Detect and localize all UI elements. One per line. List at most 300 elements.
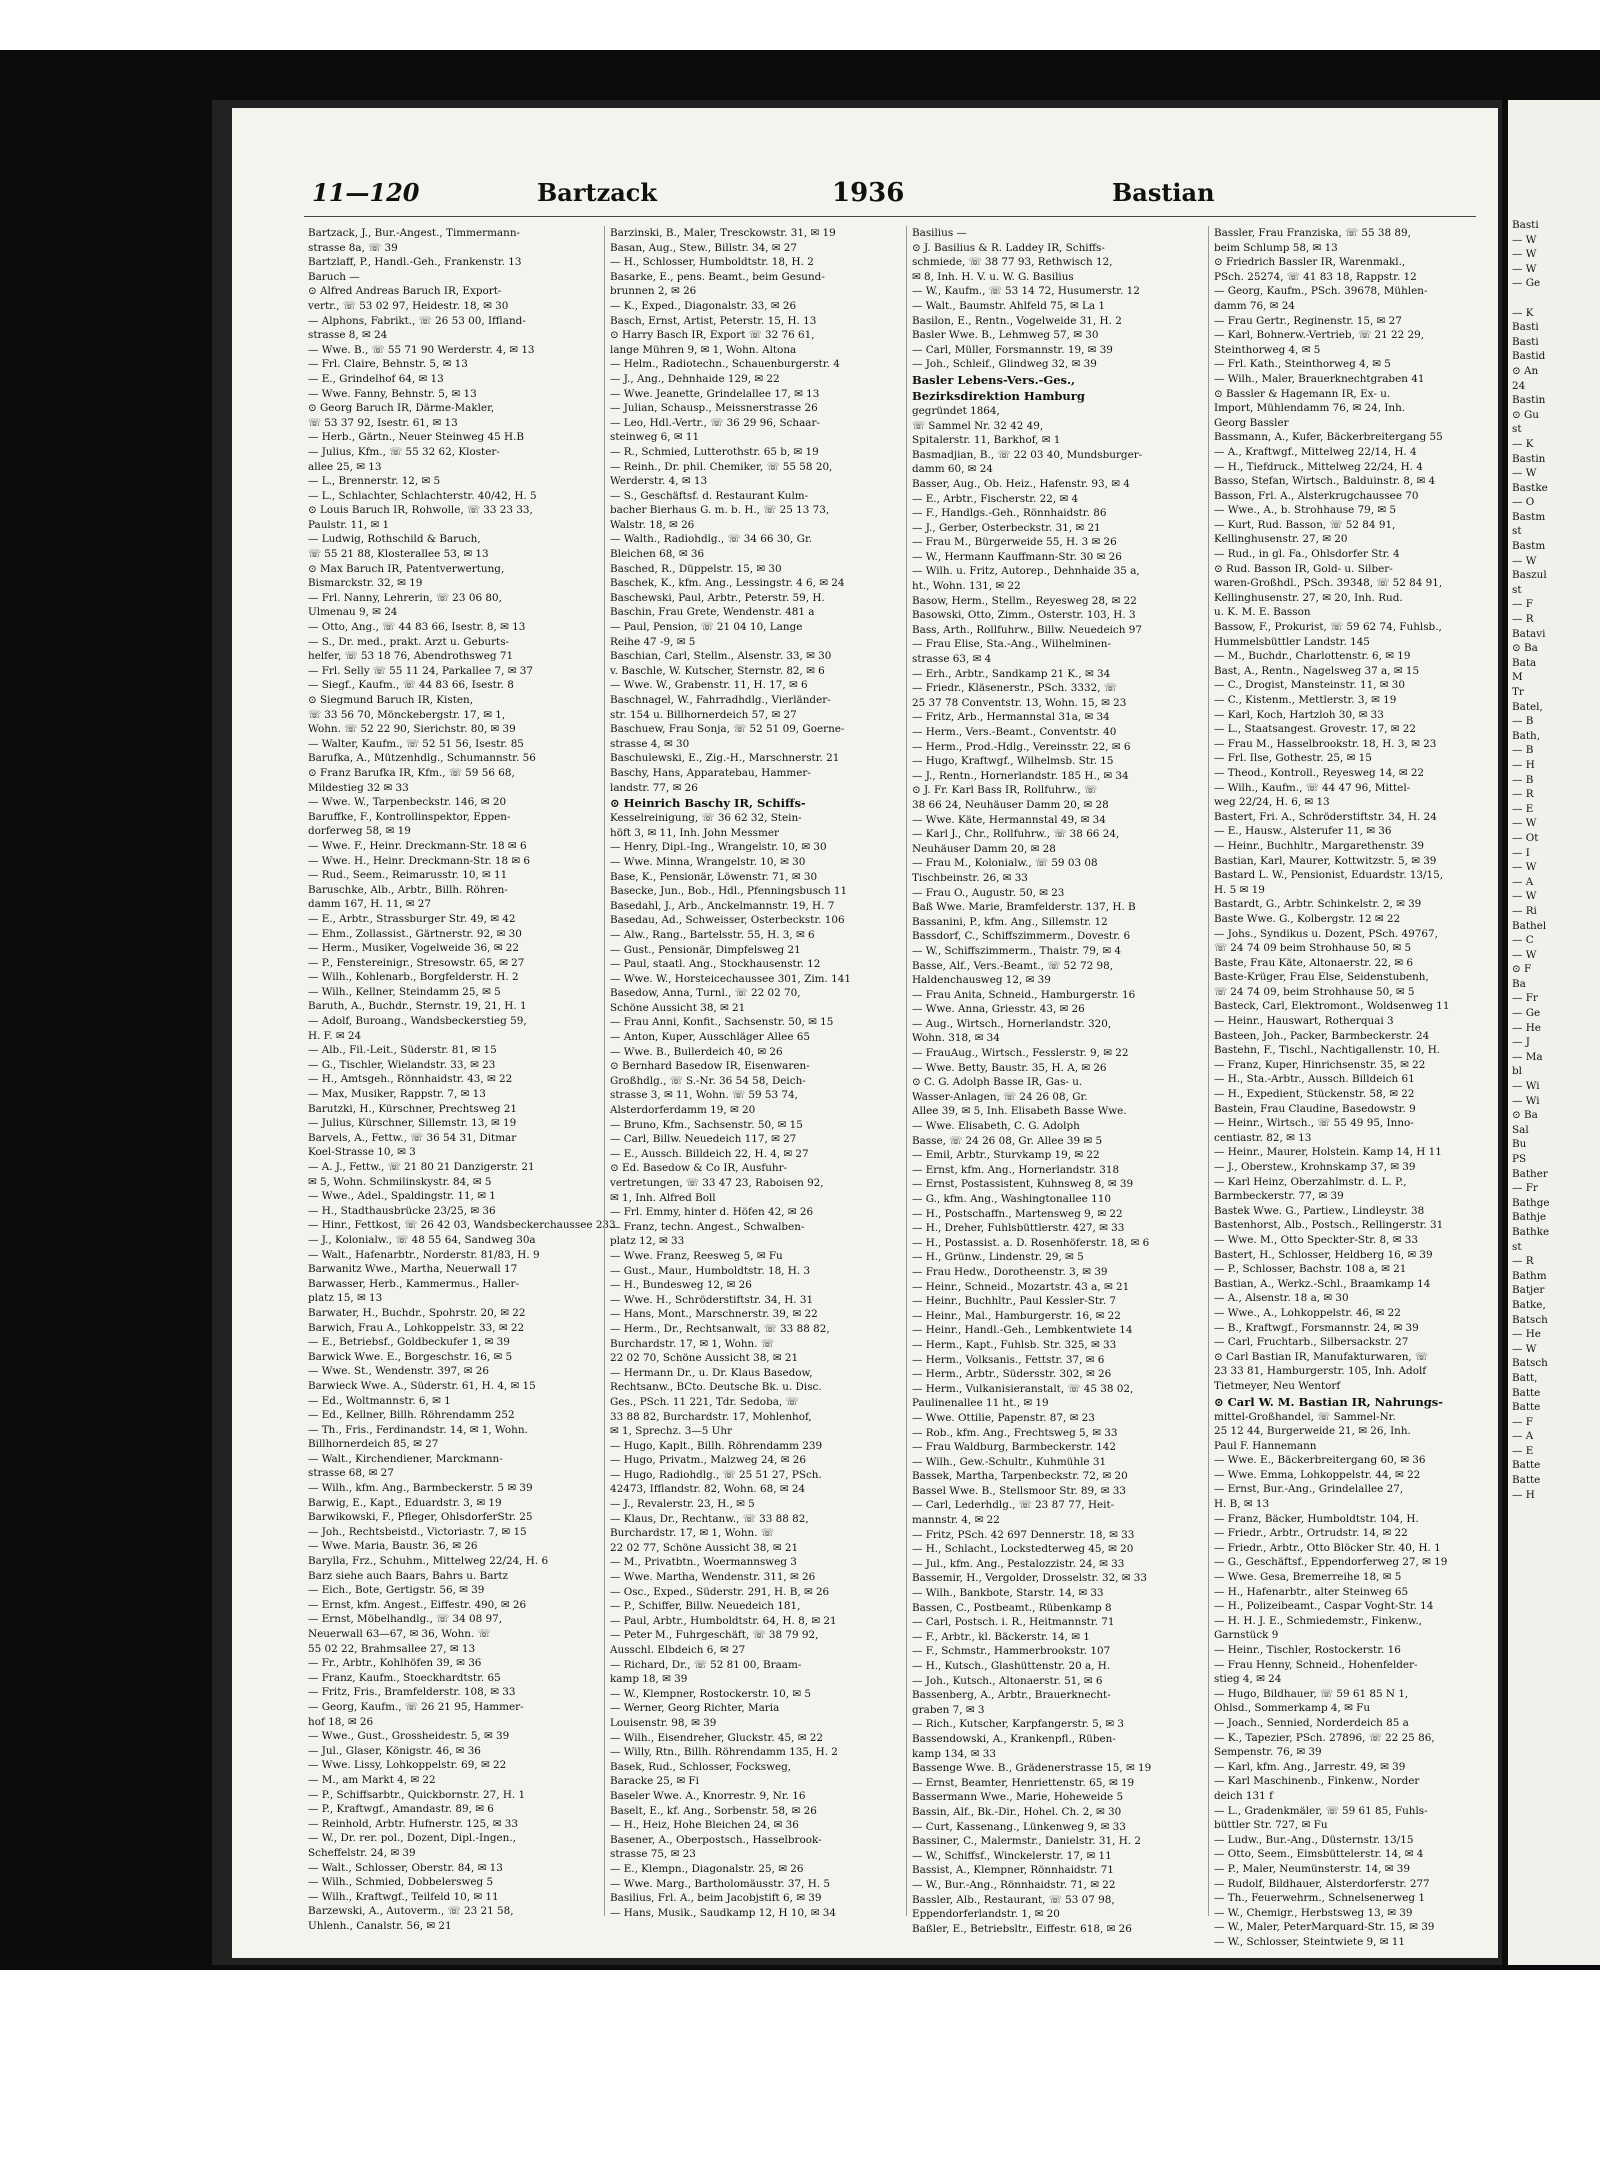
directory-entry: steinweg 6, ✉ 11 [610, 431, 700, 444]
directory-entry: — A., Alsenstr. 18 a, ✉ 30 [1214, 1292, 1349, 1305]
directory-entry: Basilius, Frl. A., beim Jacobjstift 6, ✉ 39 [610, 1892, 822, 1905]
adjacent-entry: Batte [1512, 1401, 1541, 1414]
directory-entry: Tietmeyer, Neu Wentorf [1214, 1379, 1341, 1392]
directory-entry: — Heinr., Hauswart, Rotherquai 3 [1214, 1015, 1394, 1028]
adjacent-entry: ⊙ An [1512, 364, 1539, 377]
directory-entry: — Adolf, Buroang., Wandsbeckerstieg 59, [308, 1015, 527, 1028]
directory-entry: — W., Schiffszimmerm., Thaistr. 79, ✉ 4 [912, 944, 1122, 957]
directory-entry: — K., Tapezier, PSch. 27896, ☏ 22 25 86, [1214, 1731, 1435, 1744]
directory-entry: Bassek, Martha, Tarpenbeckstr. 72, ✉ 20 [912, 1470, 1128, 1483]
directory-entry: — Leo, Hdl.-Vertr., ☏ 36 29 96, Schaar- [610, 416, 820, 429]
directory-entry: Basan, Aug., Stew., Billstr. 34, ✉ 27 [610, 241, 798, 254]
directory-entry: — Gust., Maur., Humboldtstr. 18, H. 3 [610, 1264, 811, 1277]
directory-entry: strasse 75, ✉ 23 [610, 1848, 696, 1861]
directory-entry: Basse, Alf., Vers.-Beamt., ☏ 52 72 98, [912, 959, 1114, 972]
directory-entry: ⊙ Friedrich Bassler IR, Warenmakl., [1214, 256, 1406, 269]
adjacent-entry: Bath, [1512, 729, 1541, 742]
directory-entry: — S., Dr. med., prakt. Arzt u. Geburts- [308, 635, 510, 648]
directory-entry: waren-Großhdl., PSch. 39348, ☏ 52 84 91, [1214, 577, 1443, 590]
adjacent-entry: Bastm [1512, 540, 1546, 553]
directory-entry: Mildestieg 32 ✉ 33 [308, 781, 409, 794]
directory-entry: — Julius, Kürschner, Sillemstr. 13, ✉ 19 [308, 1117, 517, 1130]
adjacent-entry: — F [1512, 1415, 1533, 1428]
directory-entry: — Heinr., Tischler, Rostockerstr. 16 [1214, 1644, 1401, 1656]
directory-entry: hof 18, ✉ 26 [308, 1715, 374, 1728]
directory-entry: Basson, Frl. A., Alsterkrugchaussee 70 [1214, 489, 1419, 502]
directory-entry: — Wwe. W., Horsteicechaussee 301, Zim. 141 [610, 972, 851, 985]
directory-entry: Baschin, Frau Grete, Wendenstr. 481 a [610, 606, 815, 619]
directory-entry: ⊙ Max Baruch IR, Patentverwertung, [308, 562, 505, 575]
adjacent-entry: Bather [1512, 1167, 1548, 1180]
directory-entry: — Aug., Wirtsch., Hornerlandstr. 320, [912, 1017, 1112, 1030]
directory-entry: strasse 3, ✉ 11, Wohn. ☏ 59 53 74, [610, 1089, 798, 1102]
directory-entry: — Frau Gertr., Reginenstr. 15, ✉ 27 [1214, 314, 1402, 327]
adjacent-page-strip [1508, 100, 1600, 1965]
directory-entry: — Ernst, Möbelhandlg., ☏ 34 08 97, [308, 1613, 503, 1626]
directory-entry: deich 131 f [1214, 1789, 1273, 1802]
directory-entry: Spitalerstr. 11, Barkhof, ✉ 1 [912, 434, 1061, 447]
directory-entry: 42473, Ifflandstr. 82, Wohn. 68, ✉ 24 [610, 1483, 806, 1496]
adjacent-entry: Batel, [1512, 700, 1543, 713]
directory-entry: — Frl. Ilse, Gothestr. 25, ✉ 15 [1214, 752, 1372, 765]
page-number: 11—120 [312, 178, 420, 207]
directory-entry: — Wwe. Fanny, Behnstr. 5, ✉ 13 [308, 387, 477, 400]
directory-entry: Billhornerdeich 85, ✉ 27 [308, 1438, 439, 1451]
directory-entry: Basek, Rud., Schlosser, Focksweg, [610, 1760, 792, 1773]
directory-entry: — H. H. J. E., Schmiedemstr., Finkenw., [1214, 1614, 1422, 1627]
adjacent-entry: — E [1512, 1444, 1534, 1457]
directory-entry: Basteen, Joh., Packer, Barmbeckerstr. 24 [1214, 1029, 1430, 1042]
adjacent-entry: — W [1512, 861, 1537, 874]
directory-entry: Barwick Wwe. E., Borgeschstr. 16, ✉ 5 [308, 1350, 513, 1363]
directory-entry: — Carl, Müller, Forsmannstr. 19, ✉ 39 [912, 343, 1113, 356]
directory-entry: Bassermann Wwe., Marie, Hoheweide 5 [912, 1791, 1124, 1804]
directory-entry: Neuerwall 63—67, ✉ 36, Wohn. ☏ [308, 1628, 491, 1640]
directory-entry: — Hugo, Privatm., Malzweg 24, ✉ 26 [610, 1454, 806, 1467]
directory-entry: — Wwe. Marg., Bartholomäusstr. 37, H. 5 [610, 1877, 830, 1890]
directory-entry: — Franz, Kaufm., Stoeckhardtstr. 65 [308, 1671, 501, 1684]
directory-entry: — Ludwig, Rothschild & Baruch, [308, 533, 481, 546]
directory-entry: — Walt., Kirchendiener, Marckmann- [308, 1452, 503, 1465]
directory-entry: — H., Stadthausbrücke 23/25, ✉ 36 [308, 1204, 496, 1217]
directory-entry: ⊙ Siegmund Baruch IR, Kisten, [308, 694, 474, 706]
directory-entry: ✉ 1, Sprechz. 3—5 Uhr [610, 1425, 733, 1438]
directory-entry: — Joh., Schleif., Glindweg 32, ✉ 39 [912, 358, 1097, 371]
directory-entry: Bezirksdirektion Hamburg [912, 388, 1085, 403]
directory-entry: — J., Ang., Dehnhaide 129, ✉ 22 [610, 372, 780, 385]
directory-entry: Louisenstr. 98, ✉ 39 [610, 1716, 717, 1729]
directory-entry: — Karl, kfm. Ang., Jarrestr. 49, ✉ 39 [1214, 1760, 1406, 1773]
directory-entry: ⊙ Harry Basch IR, Export ☏ 32 76 61, [610, 329, 815, 342]
directory-entry: Barzinski, B., Maler, Tresckowstr. 31, ✉ 19 [610, 227, 836, 239]
directory-entry: ht., Wohn. 131, ✉ 22 [912, 580, 1021, 593]
directory-entry: centiastr. 82, ✉ 13 [1214, 1131, 1312, 1144]
directory-entry: Bastert, H., Schlosser, Heldberg 16, ✉ 39 [1214, 1248, 1433, 1261]
bottom-margin [0, 1970, 1600, 2177]
adjacent-entry: Bu [1512, 1138, 1527, 1151]
adjacent-entry: st [1512, 1240, 1522, 1253]
directory-entry: — Wwe. B., ☏ 55 71 90 Werderstr. 4, ✉ 13 [308, 343, 535, 356]
directory-entry: Bassiner, C., Malermstr., Danielstr. 31, H. 2 [912, 1835, 1142, 1848]
directory-entry: — Siegf., Kaufm., ☏ 44 83 66, Isestr. 8 [308, 679, 514, 692]
directory-entry: Basteck, Carl, Elektromont., Woldsenweg 11 [1214, 1000, 1450, 1013]
directory-entry: — Wwe. Elisabeth, C. G. Adolph [912, 1120, 1080, 1133]
directory-entry: Kellinghusenstr. 27, ✉ 20 [1214, 533, 1348, 546]
directory-entry: Barvels, A., Fettw., ☏ 36 54 31, Ditmar [308, 1131, 517, 1144]
directory-entry: — Ehm., Zollassist., Gärtnerstr. 92, ✉ 30 [308, 927, 522, 940]
directory-entry: — L., Schlachter, Schlachterstr. 40/42, H. 5 [308, 489, 537, 502]
directory-entry: — Wwe. W., Grabenstr. 11, H. 17, ✉ 6 [610, 679, 808, 692]
adjacent-entry: — W [1512, 890, 1537, 903]
directory-entry: — Hugo, Kraftwgf., Wilhelmsb. Str. 15 [912, 755, 1114, 768]
directory-entry: — Wwe. Anna, Griesstr. 43, ✉ 26 [912, 1003, 1085, 1016]
directory-entry: damm 76, ✉ 24 [1214, 299, 1295, 312]
adjacent-entry: — R [1512, 1255, 1534, 1268]
directory-entry: — C., Kistenm., Mettlerstr. 3, ✉ 19 [1214, 694, 1397, 706]
directory-entry: Basilon, E., Rentn., Vogelweide 31, H. 2 [912, 314, 1122, 327]
directory-entry: — Wwe. W., Tarpenbeckstr. 146, ✉ 20 [308, 796, 507, 809]
directory-entry: bacher Bierhaus G. m. b. H., ☏ 25 13 73, [610, 504, 830, 517]
directory-entry: — H., Expedient, Stückenstr. 58, ✉ 22 [1214, 1088, 1415, 1101]
directory-entry: — Franz, Kuper, Hinrichsenstr. 35, ✉ 22 [1214, 1058, 1426, 1071]
directory-entry: Barz siehe auch Baars, Bahrs u. Bartz [308, 1569, 509, 1582]
directory-entry: Baste Wwe. G., Kolbergstr. 12 ✉ 22 [1214, 912, 1401, 925]
directory-entry: platz 12, ✉ 33 [610, 1235, 685, 1248]
directory-entry: — Paul, Pension, ☏ 21 04 10, Lange [610, 621, 803, 634]
directory-entry: Burchardstr. 17, ✉ 1, Wohn. ☏ [610, 1527, 774, 1540]
directory-entry: Barwig, E., Kapt., Eduardstr. 3, ✉ 19 [308, 1496, 502, 1509]
directory-entry: damm 60, ✉ 24 [912, 463, 993, 476]
directory-entry: — Rudolf, Bildhauer, Alsterdorferstr. 277 [1214, 1877, 1430, 1890]
directory-entry: Bastein, Frau Claudine, Basedowstr. 9 [1214, 1102, 1416, 1115]
running-head-year: 1936 [832, 178, 905, 208]
directory-entry: — Joach., Sennied, Norderdeich 85 a [1214, 1716, 1409, 1729]
directory-entry: — Klaus, Dr., Rechtanw., ☏ 33 88 82, [610, 1512, 809, 1525]
directory-entry: — Walt., Hafenarbtr., Norderstr. 81/83, H. 9 [308, 1248, 540, 1261]
directory-entry: Bast, A., Rentn., Nagelsweg 37 a, ✉ 15 [1214, 664, 1420, 677]
directory-entry: — Friedr., Kläsenerstr., PSch. 3332, ☏ [912, 682, 1117, 695]
adjacent-entry [1512, 291, 1598, 306]
directory-entry: — Hans, Musik., Saudkamp 12, H 10, ✉ 34 [610, 1906, 836, 1919]
adjacent-entry: Bathel [1512, 919, 1547, 932]
directory-entry: — A., Kraftwgf., Mittelweg 22/14, H. 4 [1214, 445, 1417, 458]
directory-entry: kamp 18, ✉ 39 [610, 1673, 688, 1686]
directory-entry: — B., Kraftwgf., Forsmannstr. 24, ✉ 39 [1214, 1321, 1419, 1334]
adjacent-entry: Batt, [1512, 1371, 1538, 1384]
directory-entry: — Carl, Billw. Neuedeich 117, ✉ 27 [610, 1133, 797, 1146]
directory-entry: Basow, Herm., Stellm., Reyesweg 28, ✉ 22 [912, 594, 1137, 607]
directory-entry: Ulmenau 9, ✉ 24 [308, 606, 398, 619]
directory-entry: — Rich., Kutscher, Karpfangerstr. 5, ✉ 3 [912, 1718, 1124, 1731]
directory-entry: — Hugo, Bildhauer, ☏ 59 61 85 N 1, [1214, 1687, 1409, 1700]
directory-entry: — W., Kaufm., ☏ 53 14 72, Husumerstr. 12 [912, 285, 1140, 298]
directory-entry: Bassen, C., Postbeamt., Rübenkamp 8 [912, 1601, 1112, 1614]
directory-entry: — Hans, Mont., Marschnerstr. 39, ✉ 22 [610, 1308, 818, 1321]
directory-entry: Rechtsanw., BCto. Deutsche Bk. u. Disc. [610, 1381, 822, 1394]
directory-entry: — Wwe. St., Wendenstr. 397, ✉ 26 [308, 1365, 489, 1378]
directory-entry: ✉ 8, Inh. H. V. u. W. G. Basilius [912, 270, 1074, 283]
adjacent-entry: Ba [1512, 977, 1526, 990]
directory-entry: ✉ 1, Inh. Alfred Boll [610, 1191, 716, 1204]
directory-entry: — Otto, Seem., Eimsbüttelerstr. 14, ✉ 4 [1214, 1848, 1424, 1861]
directory-entry: — Jul., Glaser, Königstr. 46, ✉ 36 [308, 1744, 481, 1757]
adjacent-entry: — A [1512, 875, 1534, 888]
directory-entry: 38 66 24, Neuhäuser Damm 20, ✉ 28 [912, 798, 1109, 811]
adjacent-entry: — Ma [1512, 1050, 1543, 1063]
directory-entry: — Paul, Arbtr., Humboldtstr. 64, H. 8, ✉ 21 [610, 1614, 837, 1627]
directory-entry: Basarke, E., pens. Beamt., beim Gesund- [610, 270, 825, 283]
adjacent-entry: — Ge [1512, 277, 1541, 290]
adjacent-entry: — H [1512, 758, 1535, 771]
adjacent-entry: Bata [1512, 656, 1537, 669]
adjacent-page-column [1512, 218, 1598, 1502]
directory-entry: Bassenberg, A., Arbtr., Brauerknecht- [912, 1689, 1111, 1702]
adjacent-entry: — W [1512, 554, 1537, 567]
directory-entry: — Walth., Radiohdlg., ☏ 34 66 30, Gr. [610, 533, 813, 546]
directory-entry: Eppendorferlandstr. 1, ✉ 20 [912, 1908, 1060, 1921]
directory-entry: — Fritz, Fris., Bramfelderstr. 108, ✉ 33 [308, 1686, 516, 1699]
directory-entry: — W., Schiffsf., Winckelerstr. 17, ✉ 11 [912, 1849, 1112, 1862]
adjacent-entry: — F [1512, 598, 1533, 611]
directory-entry: Georg Bassler [1214, 416, 1289, 429]
directory-entry: — E., Betriebsf., Goldbeckufer 1, ✉ 39 [308, 1336, 510, 1349]
directory-entry: — Hinr., Fettkost, ☏ 26 42 03, Wandsbeckerchaussee 233 [308, 1219, 616, 1232]
directory-entry: ⊙ Bernhard Basedow IR, Eisenwaren- [610, 1060, 810, 1073]
directory-entry: — Wilh., Eisendreher, Gluckstr. 45, ✉ 22 [610, 1731, 823, 1744]
directory-entry: — Wwe. Betty, Baustr. 35, H. A, ✉ 26 [912, 1061, 1107, 1074]
directory-entry: — Julian, Schausp., Meissnerstrasse 26 [610, 402, 818, 415]
directory-entry: Baß Wwe. Marie, Bramfelderstr. 137, H. B [912, 901, 1136, 914]
directory-entry: — Wwe. F., Heinr. Dreckmann-Str. 18 ✉ 6 [308, 839, 527, 852]
directory-entry: Bassist, A., Klempner, Rönnhaidstr. 71 [912, 1864, 1114, 1877]
adjacent-entry: — A [1512, 1430, 1534, 1443]
directory-entry: Allee 39, ✉ 5, Inh. Elisabeth Basse Wwe. [912, 1105, 1127, 1118]
directory-entry: ✉ 5, Wohn. Schmilinskystr. 84, ✉ 5 [308, 1175, 492, 1188]
adjacent-entry: M [1512, 671, 1523, 684]
adjacent-entry: st [1512, 423, 1522, 436]
directory-entry: — Frl. Claire, Behnstr. 5, ✉ 13 [308, 358, 468, 371]
directory-entry: stieg 4, ✉ 24 [1214, 1673, 1282, 1686]
adjacent-entry: — Wi [1512, 1080, 1540, 1093]
adjacent-entry: — B [1512, 715, 1534, 728]
directory-entry: Steinthorweg 4, ✉ 5 [1214, 343, 1321, 356]
directory-entry: — Max, Musiker, Rappstr. 7, ✉ 13 [308, 1088, 486, 1101]
directory-entry: — Joh., Kutsch., Altonaerstr. 51, ✉ 6 [912, 1674, 1103, 1687]
directory-entry: — Georg, Kaufm., ☏ 26 21 95, Hammer- [308, 1700, 524, 1713]
directory-entry: — Wwe. M., Otto Speckter-Str. 8, ✉ 33 [1214, 1233, 1419, 1246]
adjacent-entry: Batsch [1512, 1357, 1548, 1370]
directory-entry: — G., Tischler, Wielandstr. 33, ✉ 23 [308, 1058, 496, 1071]
directory-entry: — Heinr., Handl.-Geh., Lembkentwiete 14 [912, 1324, 1133, 1337]
directory-entry: Basowski, Otto, Zimm., Osterstr. 103, H. 3 [912, 609, 1136, 622]
directory-entry: — Heinr., Buchhltr., Paul Kessler-Str. 7 [912, 1295, 1117, 1308]
directory-entry: — Frl. Kath., Steinthorweg 4, ✉ 5 [1214, 358, 1391, 371]
adjacent-entry: Basti [1512, 335, 1539, 348]
directory-entry: lange Mühren 9, ✉ 1, Wohn. Altona [610, 343, 797, 356]
directory-entry: — C., Drogist, Mansteinstr. 11, ✉ 30 [1214, 679, 1406, 692]
adjacent-entry: — C [1512, 934, 1534, 947]
directory-entry: Basedow, Anna, Turnl., ☏ 22 02 70, [610, 987, 801, 1000]
adjacent-entry: bl [1512, 1065, 1522, 1078]
directory-entry: Burchardstr. 17, ✉ 1, Wohn. ☏ [610, 1337, 774, 1350]
directory-entry: — H., Amtsgeh., Rönnhaidstr. 43, ✉ 22 [308, 1073, 513, 1086]
adjacent-entry: Batte [1512, 1386, 1541, 1399]
directory-entry: — Alw., Rang., Bartelsstr. 55, H. 3, ✉ 6 [610, 928, 815, 941]
directory-entry: — Frau Hedw., Dorotheenstr. 3, ✉ 39 [912, 1265, 1108, 1278]
directory-entry: — F., Schmstr., Hammerbrookstr. 107 [912, 1645, 1111, 1658]
adjacent-entry: Bastm [1512, 510, 1546, 523]
directory-entry: — F., Arbtr., kl. Bäckerstr. 14, ✉ 1 [912, 1630, 1090, 1643]
adjacent-entry: — B [1512, 773, 1534, 786]
directory-entry: Basso, Stefan, Wirtsch., Balduinstr. 8, ✉ 4 [1214, 475, 1436, 488]
directory-entry: — Peter M., Fuhrgeschäft, ☏ 38 79 92, [610, 1629, 819, 1642]
directory-entry: — Ernst, kfm. Ang., Hornerlandstr. 318 [912, 1163, 1120, 1176]
directory-entry: Baruth, A., Buchdr., Sternstr. 19, 21, H. 1 [308, 1000, 527, 1013]
running-head-right: Bastian [1112, 178, 1215, 207]
directory-entry: — W., Maler, PeterMarquard-Str. 15, ✉ 39 [1214, 1921, 1435, 1934]
directory-entry: Basmadjian, B., ☏ 22 03 40, Mundsburger- [912, 448, 1143, 461]
directory-entry: — Jul., kfm. Ang., Pestalozzistr. 24, ✉ 33 [912, 1557, 1125, 1570]
directory-entry: — Fr., Arbtr., Kohlhöfen 39, ✉ 36 [308, 1657, 482, 1670]
directory-entry: Bartzack, J., Bur.-Angest., Timmermann- [308, 227, 521, 239]
directory-entry: — Wilh., Gew.-Schultr., Kuhmühle 31 [912, 1455, 1107, 1468]
directory-entry: — Rob., kfm. Ang., Frechtsweg 5, ✉ 33 [912, 1426, 1118, 1439]
directory-entry: — Heinr., Wirtsch., ☏ 55 49 95, Inno- [1214, 1117, 1414, 1130]
directory-entry: Baruch — [308, 270, 360, 283]
directory-entry: graben 7, ✉ 3 [912, 1703, 985, 1716]
running-head-left: Bartzack [537, 178, 657, 207]
directory-entry: — H., Bundesweg 12, ✉ 26 [610, 1279, 752, 1292]
directory-entry: — Ernst, Beamter, Henriettenstr. 65, ✉ 19 [912, 1776, 1135, 1789]
directory-entry: Barwikowski, F., Pfleger, OhlsdorferStr. 25 [308, 1511, 533, 1524]
adjacent-entry: — J [1512, 1036, 1530, 1049]
directory-entry: — Friedr., Arbtr., Otto Blöcker Str. 40, H. 1 [1214, 1541, 1441, 1554]
directory-entry: — Hugo, Radiohdlg., ☏ 25 51 27, PSch. [610, 1468, 822, 1481]
directory-entry: — E., Arbtr., Strassburger Str. 49, ✉ 42 [308, 912, 516, 925]
column-divider [1208, 226, 1209, 1916]
directory-entry: Base, K., Pensionär, Löwenstr. 71, ✉ 30 [610, 870, 818, 883]
adjacent-entry: ⊙ Gu [1512, 408, 1540, 421]
directory-entry: — Wwe., A., Lohkoppelstr. 46, ✉ 22 [1214, 1306, 1401, 1319]
directory-entry: — Frau Henny, Schneid., Hohenfelder- [1214, 1658, 1418, 1671]
directory-entry: — Th., Feuerwehrm., Schnelsenerweg 1 [1214, 1892, 1425, 1905]
adjacent-entry: Tr [1512, 686, 1524, 698]
adjacent-entry: ⊙ Ba [1512, 642, 1538, 655]
directory-entry: büttler Str. 727, ✉ Fu [1214, 1819, 1328, 1832]
adjacent-entry: — Fr [1512, 992, 1538, 1005]
directory-entry: Baseler Wwe. A., Knorrestr. 9, Nr. 16 [610, 1789, 806, 1802]
directory-entry: — Wilh., Kaufm., ☏ 44 47 96, Mittel- [1214, 781, 1411, 794]
directory-entry: — Frl. Selly ☏ 55 11 24, Parkallee 7, ✉ 37 [308, 664, 533, 677]
directory-entry: helfer, ☏ 53 18 76, Abendrothsweg 71 [308, 650, 514, 663]
adjacent-entry: — E [1512, 802, 1534, 815]
directory-entry: — Karl, Koch, Hartzloh 30, ✉ 33 [1214, 708, 1384, 721]
directory-entry: mannstr. 4, ✉ 22 [912, 1514, 1000, 1527]
adjacent-entry: — W [1512, 248, 1537, 261]
directory-entry: Import, Mühlendamm 76, ✉ 24, Inh. [1214, 402, 1406, 415]
adjacent-entry: Batsch [1512, 1313, 1548, 1326]
directory-entry: — W., Bur.-Ang., Rönnhaidstr. 71, ✉ 22 [912, 1878, 1116, 1891]
directory-entry: Baschnagel, W., Fahrradhdlg., Vierländer- [610, 694, 831, 706]
directory-entry: Bassanini, P., kfm. Ang., Sillemstr. 12 [912, 915, 1108, 928]
directory-entry: — P., Schlosser, Bachstr. 108 a, ✉ 21 [1214, 1263, 1407, 1276]
adjacent-entry: — R [1512, 788, 1534, 801]
directory-entry: — Heinr., Schneid., Mozartstr. 43 a, ✉ 21 [912, 1280, 1130, 1293]
adjacent-entry: ⊙ F [1512, 963, 1532, 976]
directory-entry: Baracke 25, ✉ Fi [610, 1775, 699, 1788]
adjacent-entry: — R [1512, 613, 1534, 626]
directory-entry: — Theod., Kontroll., Reyesweg 14, ✉ 22 [1214, 766, 1425, 779]
directory-entry: strasse 63, ✉ 4 [912, 653, 992, 666]
directory-entry: — Georg, Kaufm., PSch. 39678, Mühlen- [1214, 285, 1428, 298]
directory-entry: — FrauAug., Wirtsch., Fesslerstr. 9, ✉ 22 [912, 1047, 1129, 1060]
directory-entry: u. K. M. E. Basson [1214, 606, 1311, 619]
directory-entry: — Wwe. Ottilie, Papenstr. 87, ✉ 23 [912, 1411, 1095, 1424]
directory-entry: — Frau Anita, Schneid., Hamburgerstr. 16 [912, 988, 1136, 1001]
directory-entry: — Reinh., Dr. phil. Chemiker, ☏ 55 58 20, [610, 460, 833, 473]
directory-entry: Alsterdorferdamm 19, ✉ 20 [610, 1104, 756, 1117]
directory-entry: Ohlsd., Sommerkamp 4, ✉ Fu [1214, 1702, 1371, 1715]
directory-entry: — Th., Fris., Ferdinandstr. 14, ✉ 1, Wohn. [308, 1423, 528, 1436]
directory-entry: — Franz, techn. Angest., Schwalben- [610, 1220, 805, 1233]
directory-entry: Baschewski, Paul, Arbtr., Peterstr. 59, H. [610, 591, 825, 604]
header-rule [304, 216, 1476, 217]
directory-entry: — Ed., Kellner, Billh. Röhrendamm 252 [308, 1409, 515, 1422]
directory-entry: — P., Schiffsarbtr., Quickbornstr. 27, H. 1 [308, 1788, 526, 1801]
directory-entry: ⊙ Georg Baruch IR, Därme-Makler, [308, 402, 495, 415]
column-4 [1214, 226, 1506, 1948]
directory-entry: — Karl Maschinenb., Finkenw., Norder [1214, 1775, 1420, 1788]
directory-entry: — J., Kolonialw., ☏ 48 55 64, Sandweg 30a [308, 1233, 536, 1246]
directory-entry: — Franz, Bäcker, Humboldtstr. 104, H. [1214, 1512, 1419, 1525]
adjacent-entry: Bathke [1512, 1225, 1550, 1238]
directory-entry: ☏ 53 37 92, Isestr. 61, ✉ 13 [308, 416, 458, 429]
directory-entry: Koel-Strasse 10, ✉ 3 [308, 1146, 416, 1159]
adjacent-entry: Batjer [1512, 1284, 1545, 1297]
column-2 [610, 226, 902, 1919]
directory-entry: ☏ Sammel Nr. 32 42 49, [912, 419, 1044, 432]
directory-entry: — Friedr., Arbtr., Ortrudstr. 14, ✉ 22 [1214, 1527, 1408, 1540]
directory-entry: — Fritz, Arb., Hermannstal 31a, ✉ 34 [912, 711, 1110, 724]
directory-entry: Basecke, Jun., Bob., Hdl., Pfenningsbusch 11 [610, 885, 848, 898]
directory-entry: Bastek Wwe. G., Partiew., Lindleystr. 38 [1214, 1204, 1425, 1217]
directory-entry: — Osc., Exped., Süderstr. 291, H. B, ✉ 26 [610, 1585, 830, 1598]
adjacent-entry: Bastin [1512, 452, 1546, 465]
directory-entry: — Julius, Kfm., ☏ 55 32 62, Kloster- [308, 445, 500, 458]
directory-entry: — E., Arbtr., Fischerstr. 22, ✉ 4 [912, 492, 1079, 505]
directory-entry: — Emil, Arbtr., Sturvkamp 19, ✉ 22 [912, 1149, 1100, 1162]
column-divider [906, 226, 907, 1916]
adjacent-entry: — W [1512, 262, 1537, 275]
directory-entry: — Wwe. Käte, Hermannstal 49, ✉ 34 [912, 813, 1106, 826]
directory-entry: Barmbeckerstr. 77, ✉ 39 [1214, 1190, 1344, 1203]
directory-entry: — Curt, Kassenang., Lünkenweg 9, ✉ 33 [912, 1820, 1126, 1833]
directory-entry: Walstr. 18, ✉ 26 [610, 518, 695, 531]
directory-entry: 22 02 70, Schöne Aussicht 38, ✉ 21 [610, 1352, 799, 1365]
directory-entry: — E., Hausw., Alsterufer 11, ✉ 36 [1214, 825, 1392, 838]
directory-entry: — Joh., Rechtsbeistd., Victoriastr. 7, ✉ 15 [308, 1525, 527, 1538]
directory-entry: Baschek, K., kfm. Ang., Lessingstr. 4 6, ✉ 24 [610, 577, 845, 590]
directory-entry: Bleichen 68, ✉ 36 [610, 548, 705, 561]
directory-entry: — Wilh., Schmied, Dobbelersweg 5 [308, 1876, 494, 1889]
directory-entry: — Herm., Dr., Rechtsanwalt, ☏ 33 88 82, [610, 1322, 830, 1335]
column-divider [604, 226, 605, 1916]
adjacent-entry: — W [1512, 467, 1537, 480]
directory-entry: — H., Dreher, Fuhlsbüttlerstr. 427, ✉ 33 [912, 1222, 1125, 1235]
directory-entry: gegründet 1864, [912, 404, 1000, 417]
directory-entry: — Herm., Kapt., Fuhlsb. Str. 325, ✉ 33 [912, 1338, 1117, 1351]
directory-entry: — L., Brennerstr. 12, ✉ 5 [308, 475, 441, 488]
